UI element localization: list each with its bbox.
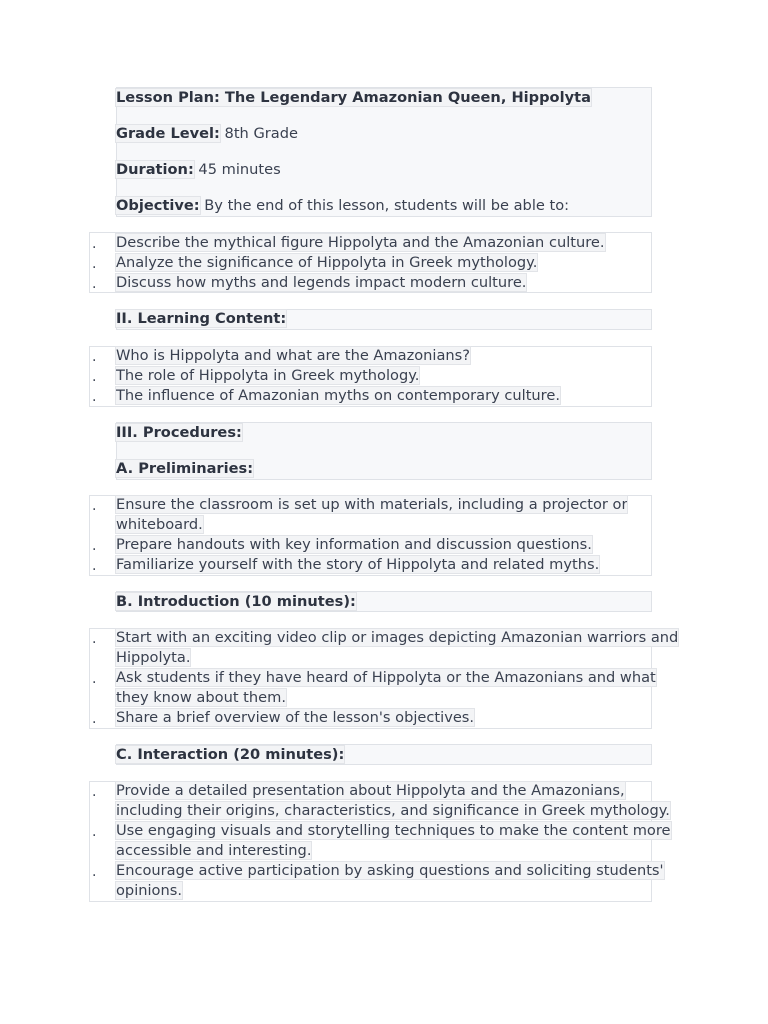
list-item	[116, 495, 627, 515]
list-item	[116, 366, 419, 386]
list-item-text: Ask students if they have heard of Hippolyta or the Amazonians and what	[116, 669, 656, 686]
interaction-heading-text: C. Interaction (20 minutes):	[116, 746, 345, 763]
list-item-text: Who is Hippolyta and what are the Amazonians?	[116, 347, 471, 364]
list-item	[116, 233, 605, 253]
lesson-title-text: Lesson Plan: The Legendary Amazonian Queen, Hippolyta	[116, 89, 591, 106]
list-item-text: Prepare handouts with key information and discussion questions.	[116, 536, 592, 553]
list-item	[116, 273, 526, 293]
duration-row	[116, 160, 281, 180]
bullet: .	[92, 711, 97, 727]
interaction-heading	[116, 745, 344, 765]
list-item-text: Familiarize yourself with the story of Hippolyta and related myths.	[116, 556, 600, 573]
objective-row	[116, 196, 569, 216]
list-item-text: Share a brief overview of the lesson's objectives.	[116, 709, 475, 726]
list-item-text: Describe the mythical figure Hippolyta and the Amazonian culture.	[116, 234, 605, 251]
duration-label: Duration:	[116, 161, 194, 178]
list-item-text: Ensure the classroom is set up with materials, including a projector or	[116, 496, 628, 513]
list-item-text: they know about them.	[116, 689, 286, 706]
list-item-text: Use engaging visuals and storytelling techniques to make the content more	[116, 822, 671, 839]
list-item-continuation	[116, 688, 286, 708]
list-item-text: including their origins, characteristics, and significance in Greek mythology.	[116, 802, 670, 819]
bullet: .	[92, 498, 97, 514]
bullet: .	[92, 369, 97, 385]
list-item-text: Start with an exciting video clip or images depicting Amazonian warriors and	[116, 629, 679, 646]
learning-content-heading-text: II. Learning Content:	[116, 310, 287, 327]
list-item	[116, 386, 560, 406]
list-item-text: accessible and interesting.	[116, 842, 312, 859]
list-item-text: whiteboard.	[116, 516, 203, 533]
list-item-text: Hippolyta.	[116, 649, 191, 666]
bullet: .	[92, 389, 97, 405]
list-item-continuation	[116, 801, 670, 821]
learning-content-heading	[116, 309, 286, 329]
bullet: .	[92, 558, 97, 574]
list-item	[116, 346, 470, 366]
bullet: .	[92, 236, 97, 252]
list-item	[116, 535, 592, 555]
preliminaries-heading	[116, 459, 253, 479]
bullet: .	[92, 824, 97, 840]
lesson-title	[116, 88, 591, 108]
list-item-continuation	[116, 841, 311, 861]
list-item	[116, 628, 678, 648]
grade-level-row	[116, 124, 298, 144]
list-item	[116, 861, 664, 881]
grade-level-value: 8th Grade	[224, 125, 298, 142]
bullet: .	[92, 671, 97, 687]
introduction-heading	[116, 592, 356, 612]
introduction-heading-text: B. Introduction (10 minutes):	[116, 593, 356, 610]
grade-level-label: Grade Level:	[116, 125, 220, 142]
list-item-text: The role of Hippolyta in Greek mythology.	[116, 367, 420, 384]
list-item-continuation	[116, 881, 182, 901]
bullet: .	[92, 784, 97, 800]
list-item-text: opinions.	[116, 882, 182, 899]
list-item	[116, 253, 537, 273]
bullet: .	[92, 349, 97, 365]
procedures-heading-text: III. Procedures:	[116, 424, 242, 441]
bullet: .	[92, 538, 97, 554]
list-item-text: Encourage active participation by asking questions and soliciting students'	[116, 862, 664, 879]
bullet: .	[92, 256, 97, 272]
list-item-text: Provide a detailed presentation about Hippolyta and the Amazonians,	[116, 782, 625, 799]
list-item	[116, 821, 671, 841]
bullet: .	[92, 864, 97, 880]
list-item	[116, 781, 625, 801]
list-item	[116, 708, 474, 728]
list-item-continuation	[116, 515, 203, 535]
objective-value: By the end of this lesson, students will be able to:	[204, 197, 570, 214]
list-item-text: The influence of Amazonian myths on contemporary culture.	[116, 387, 560, 404]
list-item-continuation	[116, 648, 190, 668]
list-item-text: Analyze the significance of Hippolyta in Greek mythology.	[116, 254, 538, 271]
list-item	[116, 555, 599, 575]
bullet: .	[92, 631, 97, 647]
list-item	[116, 668, 656, 688]
preliminaries-heading-text: A. Preliminaries:	[116, 460, 254, 477]
objective-label: Objective:	[116, 197, 200, 214]
list-item-text: Discuss how myths and legends impact modern culture.	[116, 274, 527, 291]
duration-value: 45 minutes	[198, 161, 281, 178]
bullet: .	[92, 276, 97, 292]
procedures-heading	[116, 423, 242, 443]
